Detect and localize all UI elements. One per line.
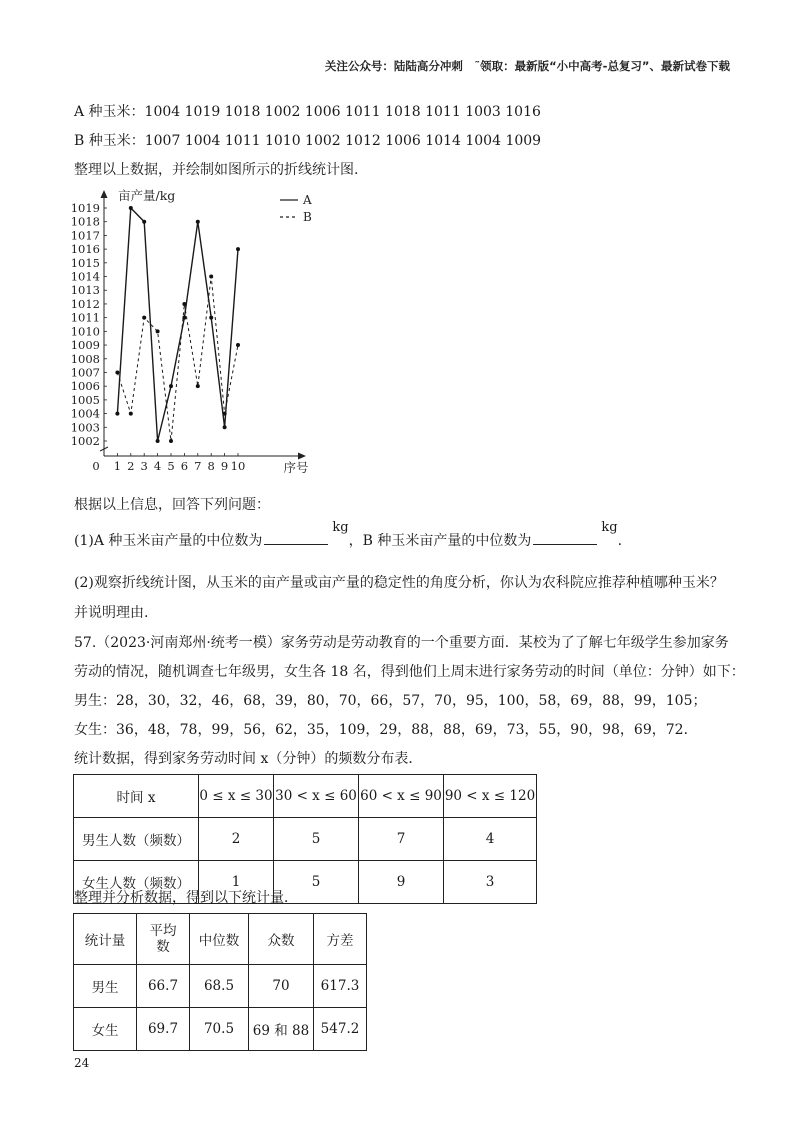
table-cell: 1 — [199, 861, 274, 904]
data-point — [209, 275, 213, 279]
table-cell: 男生人数（频数） — [74, 818, 199, 861]
table-cell: 0 ≤ x ≤ 30 — [199, 775, 274, 818]
table-cell: 30 < x ≤ 60 — [274, 775, 359, 818]
table-cell: 547.2 — [314, 1008, 367, 1051]
data-point — [129, 412, 133, 416]
chart-intro: 整理以上数据，并绘制如图所示的折线统计图. — [74, 162, 359, 178]
answer-blank-b[interactable] — [533, 530, 597, 545]
table-cell: 9 — [359, 861, 444, 904]
y-tick-label: 1017 — [70, 228, 100, 243]
series-line-A — [117, 208, 238, 441]
x-tick-label: 6 — [180, 459, 189, 473]
table1-intro: 统计数据，得到家务劳动时间 x（分钟）的频数分布表． — [74, 751, 423, 767]
x-tick-label: 9 — [220, 459, 229, 473]
legend-label: A — [303, 193, 312, 207]
table2-intro: 整理并分析数据，得到以下统计量． — [74, 890, 298, 906]
question-intro: 根据以上信息，回答下列问题： — [74, 497, 270, 513]
table-cell: 众数 — [249, 914, 314, 965]
table-cell: 中位数 — [190, 914, 249, 965]
y-axis-arrow — [101, 190, 108, 198]
table-cell: 617.3 — [314, 965, 367, 1008]
table-cell: 女生人数（频数） — [74, 861, 199, 904]
data-point — [129, 206, 133, 210]
table-cell: 69.7 — [137, 1008, 190, 1051]
x-tick-label: 10 — [230, 459, 246, 473]
y-tick-label: 1004 — [70, 406, 100, 421]
table-cell: 4 — [444, 818, 537, 861]
data-point — [142, 220, 146, 224]
table-cell: 60 < x ≤ 90 — [359, 775, 444, 818]
table-cell: 5 — [274, 861, 359, 904]
x-tick-label: 1 — [113, 459, 122, 473]
question-2-line1: (2)观察折线统计图，从玉米的亩产量或亩产量的稳定性的角度分析，你认为农科院应推荐种植哪种玉米？ — [74, 575, 724, 591]
x-tick-label: 3 — [140, 459, 148, 473]
question-2-line2: 并说明理由. — [74, 605, 149, 621]
problem-57-line2: 劳动的情况，随机调查七年级男，女生各 18 名，得到他们上周末进行家务劳动的时间（单位：分钟）如下： — [74, 664, 745, 680]
data-point — [223, 425, 227, 429]
y-tick-label: 1015 — [70, 255, 100, 270]
data-point — [156, 439, 160, 443]
legend-label: B — [303, 210, 312, 224]
unit-a: kg — [332, 520, 349, 535]
table-cell: 男生 — [74, 965, 137, 1008]
y-tick-label: 1007 — [70, 365, 100, 380]
y-tick-label: 1012 — [70, 296, 100, 311]
data-point — [115, 412, 119, 416]
table-cell: 5 — [274, 818, 359, 861]
y-tick-label: 1008 — [70, 351, 100, 366]
data-point — [182, 302, 186, 306]
y-tick-label: 1014 — [70, 269, 100, 284]
y-tick-label: 1006 — [70, 379, 100, 394]
series-line-B — [117, 277, 238, 441]
table-row — [74, 914, 367, 965]
y-tick-label: 1013 — [70, 283, 100, 298]
frequency-table — [73, 774, 537, 904]
data-point — [209, 316, 213, 320]
table-cell: 3 — [444, 861, 537, 904]
y-tick-label: 1016 — [70, 242, 100, 257]
data-line-a: A 种玉米：1004 1019 1018 1002 1006 1011 1018 1011 1003 1016 — [74, 104, 541, 120]
problem-57-boys: 男生：28，30，32，46，68，39，80，70，66，57，70，95，100，58，69，88，99，105； — [74, 693, 707, 709]
table-cell: 66.7 — [137, 965, 190, 1008]
data-point — [169, 439, 173, 443]
table-cell: 90 < x ≤ 120 — [444, 775, 537, 818]
x-tick-label: 7 — [194, 459, 202, 473]
table-cell: 7 — [359, 818, 444, 861]
data-point — [196, 384, 200, 388]
data-point — [196, 220, 200, 224]
y-tick-label: 1005 — [70, 392, 100, 407]
table-row — [74, 818, 537, 861]
question-1 — [74, 520, 623, 550]
table-cell: 70 — [249, 965, 314, 1008]
data-point — [236, 343, 240, 347]
q1-end: . — [617, 533, 623, 549]
answer-blank-a[interactable] — [264, 530, 328, 545]
problem-57-line1: 57.（2023·河南郑州·统考一模）家务劳动是劳动教育的一个重要方面．某校为了了解七年级学生参加家务 — [74, 635, 729, 651]
table-row — [74, 965, 367, 1008]
y-tick-label: 1002 — [70, 434, 100, 448]
statistics-table — [73, 913, 367, 1051]
unit-b: kg — [601, 520, 618, 535]
table-cell: 平均 数 — [137, 914, 190, 965]
y-tick-label: 1019 — [70, 201, 100, 215]
y-tick-label: 1011 — [70, 310, 100, 325]
x-tick-label: 8 — [207, 459, 215, 473]
table-cell: 时间 x — [74, 775, 199, 818]
y-tick-label: 1018 — [70, 214, 100, 229]
q1-text-b: ，B 种玉米亩产量的中位数为 — [348, 533, 532, 549]
table-cell: 2 — [199, 818, 274, 861]
table-cell: 统计量 — [74, 914, 137, 965]
page-header: 关注公众号：陆陆高分冲刺 ˜领取：最新版“小中高考-总复习”、最新试卷下载 — [324, 59, 730, 73]
data-point — [236, 247, 240, 251]
q1-text-a: (1)A 种玉米亩产量的中位数为 — [74, 533, 263, 549]
line-chart — [70, 186, 330, 478]
table-cell: 70.5 — [190, 1008, 249, 1051]
x-tick-label: 4 — [153, 459, 162, 473]
y-tick-label: 1003 — [70, 420, 100, 435]
table-row — [74, 775, 537, 818]
data-line-b: B 种玉米：1007 1004 1011 1010 1002 1012 1006 1014 1004 1009 — [74, 133, 542, 149]
data-point — [142, 316, 146, 320]
x-axis-arrow — [298, 453, 306, 460]
data-point — [156, 329, 160, 333]
table-row — [74, 1008, 367, 1051]
data-point — [115, 370, 119, 374]
x-axis-label: 序号 — [283, 460, 309, 475]
x-tick-label: 5 — [167, 459, 175, 473]
table-cell: 女生 — [74, 1008, 137, 1051]
page-number: 24 — [74, 1056, 90, 1070]
x-tick-label: 0 — [92, 459, 100, 473]
table-cell: 69 和 88 — [249, 1008, 314, 1051]
problem-57-girls: 女生：36，48，78，99，56，62，35，109，29，88，88，69，73，55，90，98，69，72． — [74, 722, 698, 738]
table-cell: 方差 — [314, 914, 367, 965]
data-point — [223, 412, 227, 416]
y-tick-label: 1010 — [70, 324, 100, 339]
table-cell: 68.5 — [190, 965, 249, 1008]
data-point — [169, 384, 173, 388]
y-axis-label: 亩产量/kg — [118, 188, 176, 203]
x-tick-label: 2 — [127, 459, 135, 473]
y-tick-label: 1009 — [70, 338, 100, 353]
